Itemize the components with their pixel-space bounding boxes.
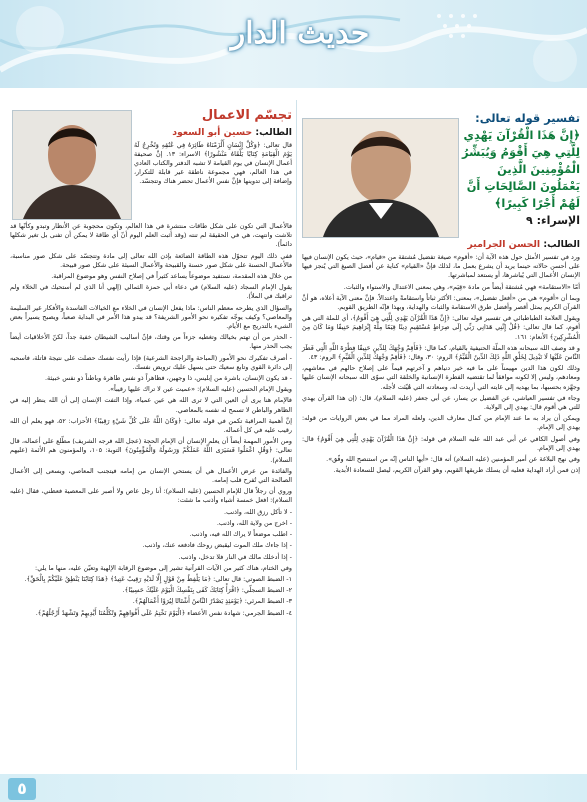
paragraph: والسؤال الذي يطرحه معظم الناس: ماذا يفعل الإنسان في الخلاء مع الخيالات الفاسدة والأفكار غير السليمة والمعاصي؟ وكيف يوجّه تفكيره نحو الأمور الشريفة؟ قد يبدو هذا الأمر في البداية صعباً، ويصبح يسيراً بعض الشيء بالتدريج مع الأيام. (10, 303, 292, 331)
left-student-credit (134, 127, 292, 138)
paragraph: إذن فمن أراد الهداية فعليه أن يسلك طريقها القويم، وهو القرآن الكريم، ليصل للسعادة الأبدية. (333, 466, 580, 475)
list-item: ٣- الضبط المرئي: ﴿يَوْمَئِذٍ يَصْدُرُ النَّاسُ أَشْتَاتًا لِيُرَوْا أَعْمَالَهُمْ﴾. (132, 597, 292, 606)
paragraph: ورد في تفسير الأمثل حول هذه الآية أن: «أقوم» صيغة تفضيل مُشتقة من «قيام»، حيث يكون الإنسان فيها على أحسن حالاته حينما يريد أن يشرع بعمل ما، لذلك فإنَّ «القيام» كناية عن أفضل الصيغ التي يُنجز فيها الإنسان الأعمال التي يُباشرها، أو يستعد لمباشرتها. (302, 253, 580, 280)
list-item: ٢- الضبط السجلّي: ﴿اقْرَأْ كِتَابَكَ كَفَى بِنَفْسِكَ الْيَوْمَ عَلَيْكَ حَسِيبًا﴾. (122, 586, 292, 595)
paragraph: وجاء في تفسير العياشي، عن الفضيل بن يسار، عن أبي جعفر (عليه السلام)، قال: (إن هذا القرآن يهدي للتي هي أقوم قال: يهدي إلى الولاية. (302, 393, 580, 412)
portrait-illustration (13, 111, 131, 219)
list-item: - اطلب موضعاً لا يراك الله فيه، واذنب. (189, 530, 292, 539)
footer-band (0, 774, 587, 802)
portrait-illustration (303, 119, 458, 237)
column-divider (296, 100, 297, 770)
student-name: حسين أبو السعود (172, 127, 253, 138)
heading-quote: ﴿إِنَّ هَذَا الْقُرْآنَ يَهْدِي لِلَّتِي هِيَ أَقْوَمُ وَيُبَشِّرُ الْمُؤْمِنِينَ الَّذِينَ يَعْمَلُونَ الصَّالِحَاتِ أَنَّ لَهُمْ أَجْرًا كَبِيرًا﴾ (462, 128, 580, 210)
paragraph: والفائدة من عرض الأعمال هي أن يستحي الإنسان من إمامه فيتجنب المعاصي، ويسعى إلى الأعمال الصالحة التي تُفرح قلب إمامه. (10, 466, 292, 485)
list-item: - إذا جاءك ملك الموت ليقبض روحك فادفعه عنك، واذنب. (142, 541, 292, 550)
student-photo-left (12, 110, 132, 220)
paragraph: - أصرف تفكيرك نحو الأمور (المباحة والراجحة الشرعية) فإذا رأيت نفسك حصلت على نتيجة قاتلة، فاسحبه إلى دائرة القوي وتابع سعيك حتى يسهل عليك ترويض نفسك. (10, 353, 292, 371)
page-title: حديث الدار (230, 16, 370, 51)
paragraph: فالأعمال التي تكون على شكل طاقات منتشرة في هذا العالم، وتكون محجوبة عن الأنظار وتبدو وكأنّها قد تلاشت وانتهت، هي في الحقيقة لم تنته (وقد أثبت العلم اليوم أنّ أي طاقة لا يمكن أن تفنى بل تغير شكلها دائماً). (10, 222, 292, 249)
list-item: ١- الضبط الصوتي: قال تعالى: ﴿مَا يَلْفِظُ مِنْ قَوْلٍ إِلَّا لَدَيْهِ رَقِيبٌ عَتِيدٌ﴾ ﴿هَذَا كِتَابُنَا يَنْطِقُ عَلَيْكُمْ بِالْحَقِّ﴾. (24, 574, 292, 583)
paragraph: وذلك لكون هذا الدين مهيمناً على ما فيه خير دنياهم و آخرتهم قيماً على إصلاح حالهم في معاشهم، ومعادهم، وليس إلا لكونه موافقاً لما تقتضيه الفطرة الإنسانية والخلقة التي سوّى الله سبحانه الإنسان عليها وجهَّزه بحسبها، بما يهديه إلى غايته التي أريدت له، وسعادته التي هُيّئت لأجله. (302, 364, 580, 391)
paragraph: ويقول العلامة الطباطبائي في تفسير قوله تعالى: ﴿إِنَّ هَذَا الْقُرْآنَ يَهْدِي لِلَّتِي هِيَ أَقْوَمُ﴾، أي للملة التي هي أقوم، كما قال تعالى: ﴿قُلْ إِنَّنِي هَدَانِي رَبِّي إِلَى صِرَاطٍ مُسْتَقِيمٍ دِينًا قِيَمًا مِلَّةَ إِبْرَاهِيمَ حَنِيفًا وَمَا كَانَ مِنَ الْمُشْرِكِينَ﴾ الأنعام: ١٦١. (302, 314, 580, 341)
student-label: الطالب: (543, 239, 580, 250)
list-item: ٤- الضبط الجرمي: شهادة نفس الأعضاء ﴿الْيَوْمَ نَخْتِمُ عَلَى أَفْوَاهِهِمْ وَتُكَلِّمُنَا أَيْدِيهِمْ وَتَشْهَدُ أَرْجُلُهُمْ﴾. (35, 608, 292, 617)
paragraph: وروي أن رجلاً قال للإمام الحسين (عليه السلام): أنا رجل عاص ولا أصبر على المعصية فعظني، فقال (عليه السلام): افعل خمسة أشياء وأذنب ما شئت: (10, 487, 292, 505)
decorative-dots (429, 8, 579, 48)
list-item: - لا تأكل رزق الله، واذنب. (224, 507, 292, 516)
heading-line: تفسير قوله تعالى: (475, 111, 580, 125)
paragraph: ويقول الإمام الحسين (عليه السلام): «عميت عين لا تراك عليها رقيباً». (108, 385, 292, 394)
paragraph: إنَّ أهمية المراقبة تكمن في قوله تعالى: ﴿وَكَانَ اللَّهُ عَلَى كُلِّ شَيْءٍ رَقِيبًا﴾ الأحزاب: ٥٢، فهو يعلم أن الله رقيب عليه في كل أعماله. (10, 416, 292, 435)
paragraph: ويمكن أن يراد به ما عند الإمام من كمال معارف الدين، ولعله المراد مما في بعض الروايات من قوله: يهدي إلى الإمام. (302, 414, 580, 432)
student-label: الطالب: (255, 127, 292, 138)
paragraph: - قد يكون الإنسان، باشرة من إبليس، ذا وجهين، فظاهراً ذو نفس طاهرة وباطناً ذو نفس خبيثة. (45, 374, 292, 383)
header-banner (0, 0, 587, 88)
paragraph: وبما أن «أقوم» هي من «أفعل تفضيل»، بمعنى: الأكثر ثباتاً واستقامةً واعتدالاً. فإنَّ معنى الآية أعلاه، هو أنَّ القرآن الكريم يمثل أقصر وأفضل طرق الاستقامة والثبات والهداية، وبهذا فإنّه الطريق القويم. (302, 293, 580, 312)
paragraph: و قد وصف الله سبحانه هذه الملّة الحنيفية بالقيام، كما قال: ﴿فَأَقِمْ وَجْهَكَ لِلدِّينِ حَنِيفًا فِطْرَةَ اللَّهِ الَّتِي فَطَرَ النَّاسَ عَلَيْهَا لَا تَبْدِيلَ لِخَلْقِ اللَّهِ ذَلِكَ الدِّينُ الْقَيِّمُ﴾ الروم: ٣٠، وقال: ﴿فَأَقِمْ وَجْهَكَ لِلدِّينِ الْقَيِّمِ﴾ الروم: ٤٣. (302, 343, 580, 362)
list-item: - اخرج من ولاية الله، واذنب. (216, 518, 292, 527)
student-photo-right (302, 118, 459, 238)
right-student-credit (302, 239, 580, 250)
paragraph: يقول الإمام السجاد (عليه السلام) في دعاء أبي حمزة الثمالي (إلهي أنا الذي لم أستحيك في الخلاء ولم تراقبك في الملأ). (10, 283, 292, 301)
student-name: الحسن الجرامير (467, 239, 541, 250)
paragraph: ومن الأمور المهمة أيضاً أن يعلم الإنسان أن الإمام الحجة (عجل الله فرجه الشريف) مطّلع على أعماله، قال تعالى: ﴿وَقُلِ اعْمَلُوا فَسَيَرَى اللَّهُ عَمَلَكُمْ وَرَسُولُهُ وَالْمُؤْمِنُونَ﴾ التوبة: ١٠٥، والمؤمنون هم الأئمة (عليهم السلام). (10, 437, 292, 464)
paragraph: ففي ذلك اليوم تتحوّل هذه الطاقة الضائعة بإذن الله تعالى إلى مادة وتتجسّد على شكل صور مناسبة، فالأعمال الحسنة على شكل صور حسنة والقبيحة والأعمال السيئة على شكل صور قبيحة. (10, 251, 292, 269)
left-article-intro: قال تعالى: ﴿وَكُلَّ إِنْسَانٍ أَلْزَمْنَاهُ طَائِرَهُ فِي عُنُقِهِ وَنُخْرِجُ لَهُ يَوْمَ الْقِيَامَةِ كِتَابًا يَلْقَاهُ مَنْشُورًا﴾ الاسراء: ١٣. إنَّ صحيفة أعمال الإنسان في يوم القيامة لا تشبه الدفتر والكتاب العادي في هذا العالم، فهي مجموعة ناطقة غير قابلة للتكرار، وإضافة إلى تدوينها فإنَّ نفس الأعمال تحضر هناك وتتجسّد. (134, 141, 292, 185)
list-item: - إذا أدخلك مالك في النار فلا تدخل، واذنب. (178, 552, 292, 561)
paragraph: وفي أصول الكافي عن أبي عبد الله عليه السلام في قوله: ﴿إِنَّ هَذَا الْقُرْآنَ يَهْدِي لِلَّتِي هِيَ أَقْوَمُ﴾ قال: يهدي إلى الإمام. (302, 434, 580, 452)
heading-reference: الإسراء: ٩ (526, 214, 580, 227)
right-article-heading (462, 110, 580, 229)
page-number: ٥ (8, 778, 36, 800)
paragraph: وفي الختام، هناك كثير من الآيات القرآنية تشير إلى موضوع الرقابة الإلهية وتعيّن عليه، منها ما يلي: (35, 563, 292, 572)
paragraph: - الحذر من أن تهتم بخيالك وتغطيه جزءاً من وقتك، فإنّ أساليب الشيطان خفية جداً، لكنّ الأخلاقيات أيضاً يجب الحذر منها. (10, 333, 292, 351)
paragraph: من خلال هذه المقدمة، نستفيد موضوعاً يساعد كثيراً في إصلاح النفس وهو موضوع المراقبة. (51, 272, 292, 281)
paragraph: فالإمام هنا يرى أن العين التي لا ترى الله هي عين عمياء، وإذا التفت الإنسان إلى أن الله ينظر إليه في الظاهر والباطن لا تسمح له نفسه بالمعاصي. (10, 396, 292, 414)
left-article-title: تجسّم الاعمال (201, 108, 292, 123)
left-article-body (10, 222, 292, 620)
paragraph: وفي نهج البلاغة عن أمير المؤمنين (عليه السلام) أنه قال: «أيها الناس إنّه من استنصح الله وفّق». (326, 455, 580, 464)
paragraph: أمّا «الاستقامة» فهي مُشتقة أيضاً من مادة «قِيَم»، وهي بمعنى الاعتدال والاستواء والثبات. (343, 282, 580, 291)
right-article-body (302, 253, 580, 477)
